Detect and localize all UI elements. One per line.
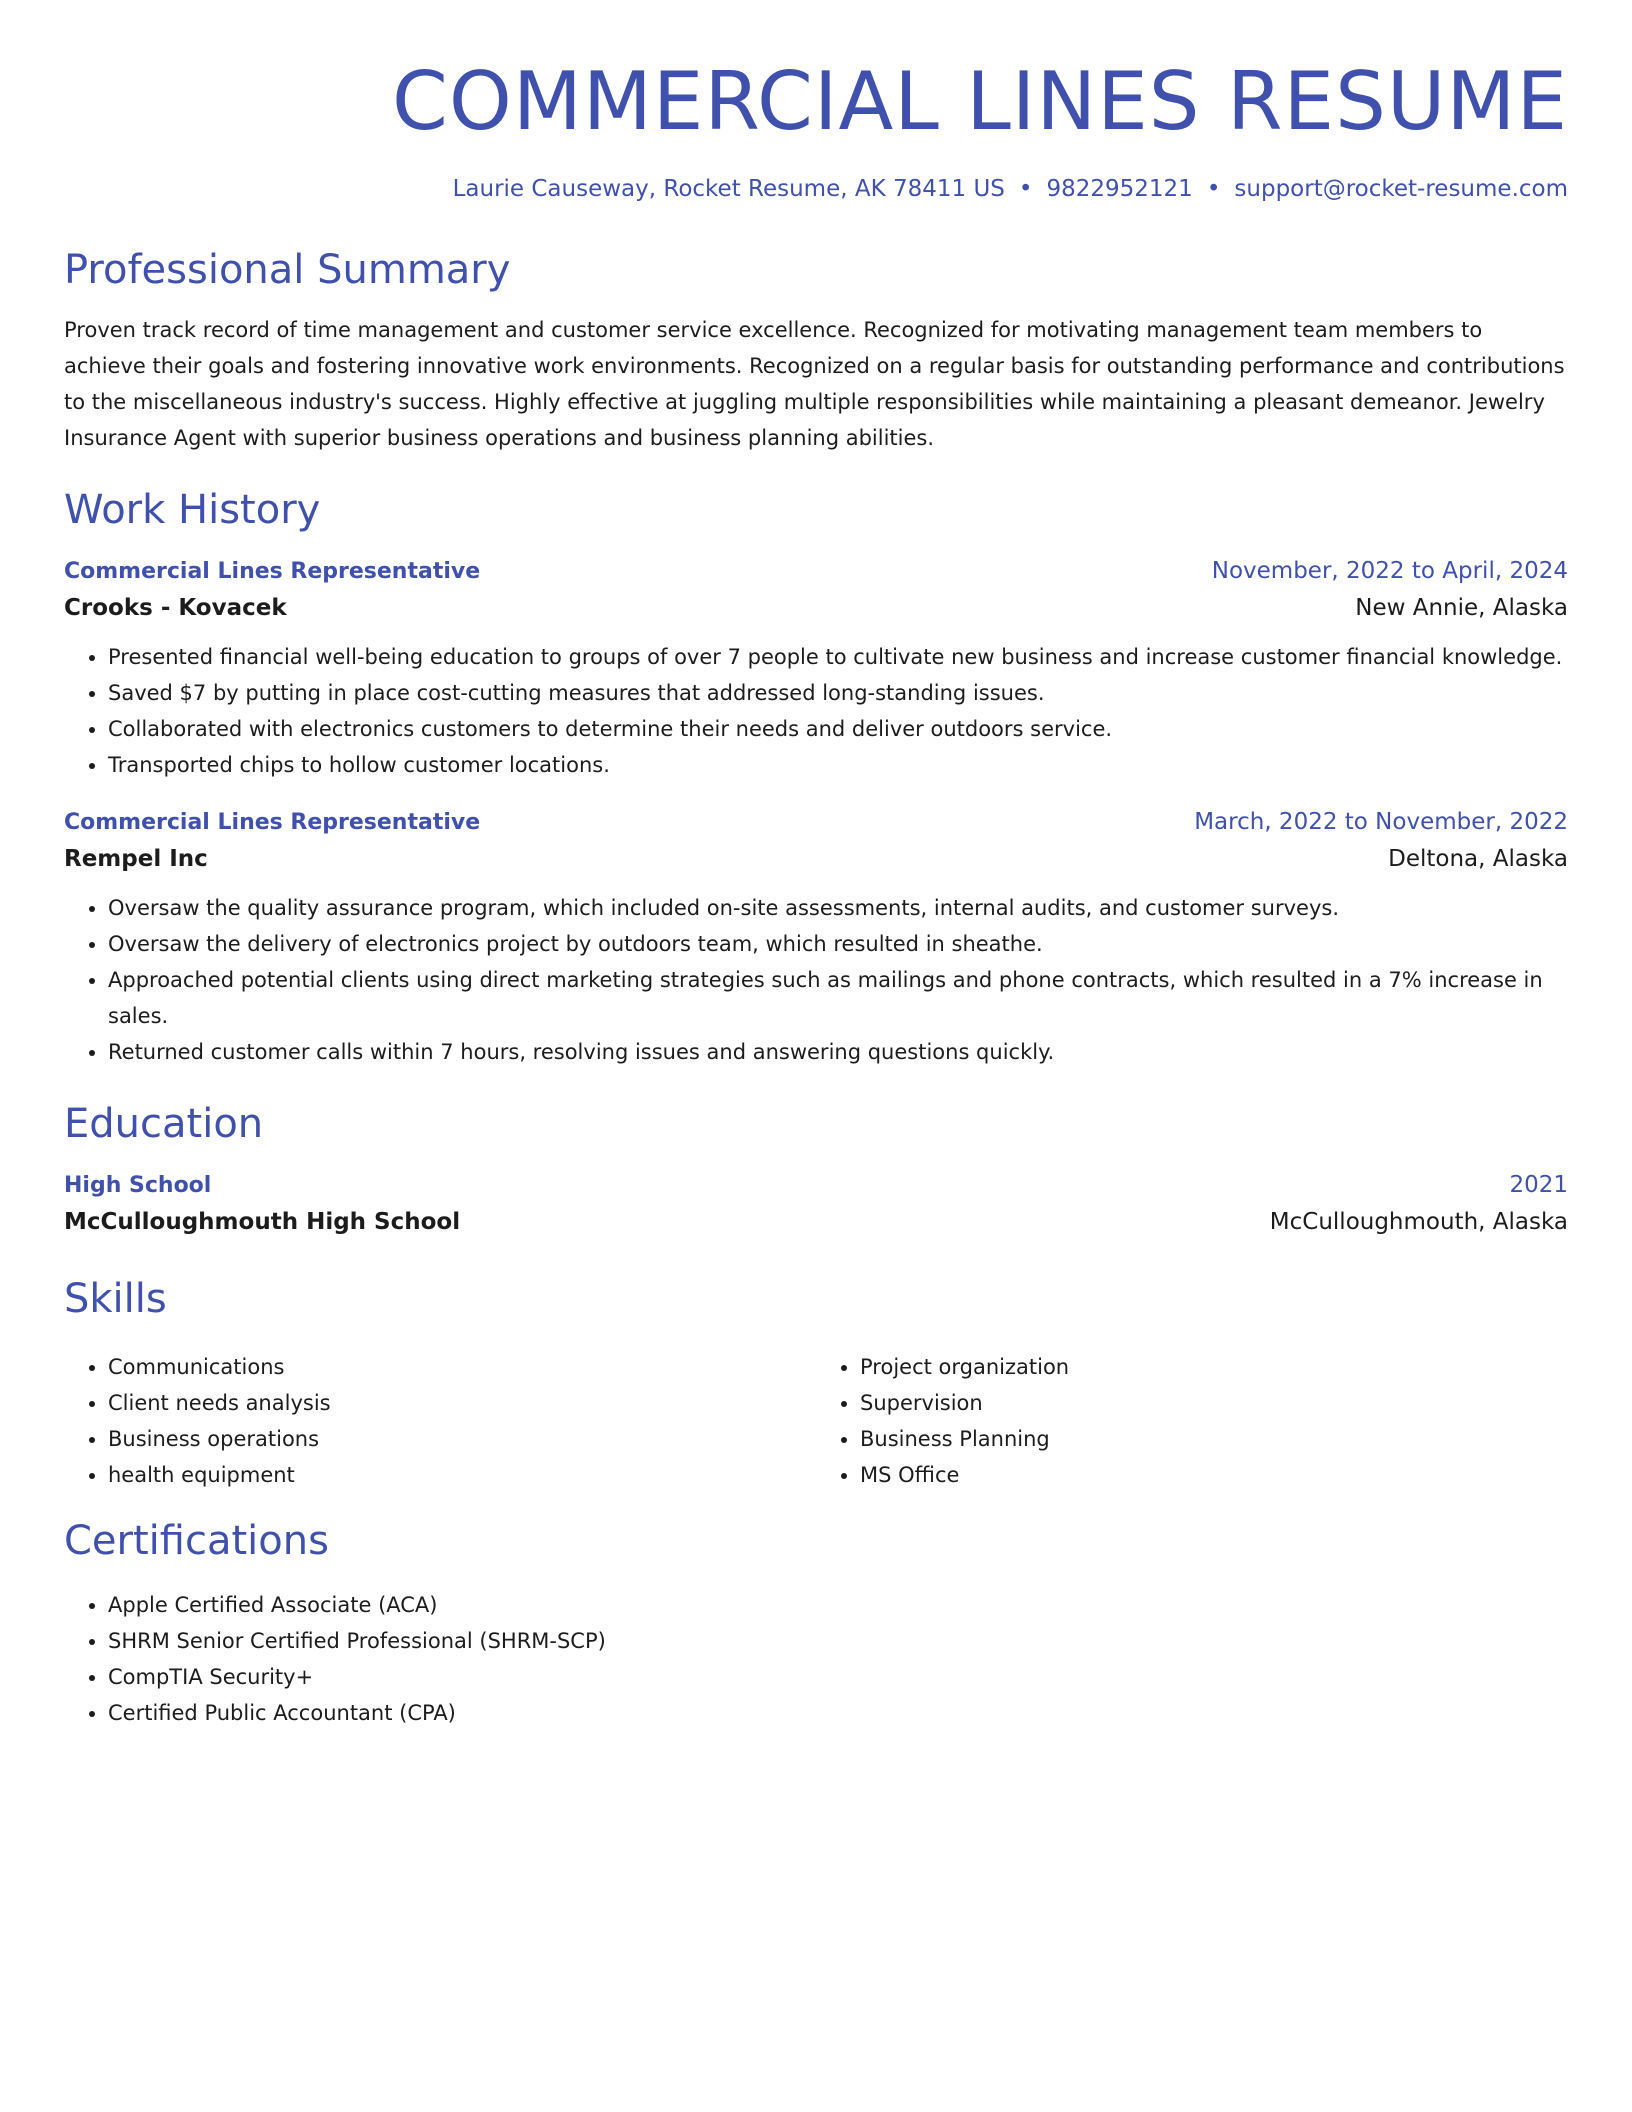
list-item: • Project organization xyxy=(860,1349,1568,1385)
list-item: • Saved $7 by putting in place cost-cutting measures that addressed long-standing issues. xyxy=(108,675,1568,711)
job-company: Rempel Inc xyxy=(64,846,208,872)
job-bullets xyxy=(64,639,1568,783)
work-history-heading: Work History xyxy=(64,487,321,533)
contact-email: support@rocket-resume.com xyxy=(1234,176,1568,202)
list-item: • Oversaw the delivery of electronics project by outdoors team, which resulted in sheathe. xyxy=(108,926,1568,962)
education-year: 2021 xyxy=(1509,1172,1568,1198)
job-entry xyxy=(64,554,1568,783)
education-degree: High School xyxy=(64,1173,212,1198)
skills-list-right xyxy=(816,1349,1568,1493)
job-bullets xyxy=(64,890,1568,1070)
job-location: New Annie, Alaska xyxy=(1355,595,1568,621)
job-entry xyxy=(64,805,1568,1070)
summary-heading: Professional Summary xyxy=(64,247,511,293)
list-item: • MS Office xyxy=(860,1457,1568,1493)
contact-address: Laurie Causeway, Rocket Resume, AK 78411 US xyxy=(452,176,1005,202)
job-location: Deltona, Alaska xyxy=(1388,846,1568,872)
contact-phone: 9822952121 xyxy=(1046,176,1193,202)
skills-list-left xyxy=(64,1349,816,1493)
list-item: • Approached potential clients using direct marketing strategies such as mailings and phone contracts, which resulted in a 7% increase in sales. xyxy=(108,962,1568,1034)
job-company: Crooks - Kovacek xyxy=(64,595,287,621)
list-item: • Certified Public Accountant (CPA) xyxy=(108,1695,1568,1731)
resume-title: COMMERCIAL LINES RESUME xyxy=(391,55,1568,148)
list-item: • Returned customer calls within 7 hours, resolving issues and answering questions quickly. xyxy=(108,1034,1568,1070)
list-item: • CompTIA Security+ xyxy=(108,1659,1568,1695)
list-item: • Collaborated with electronics customers to determine their needs and deliver outdoors service. xyxy=(108,711,1568,747)
list-item: • Transported chips to hollow customer locations. xyxy=(108,747,1568,783)
job-dates: November, 2022 to April, 2024 xyxy=(1211,558,1568,584)
resume-page xyxy=(64,0,1568,1731)
certifications-heading: Certifications xyxy=(64,1518,329,1564)
education-entry xyxy=(64,1168,1568,1241)
job-title: Commercial Lines Representative xyxy=(64,810,481,835)
contact-line xyxy=(64,174,1568,204)
contact-separator: • xyxy=(1018,176,1033,202)
skills-heading: Skills xyxy=(64,1276,167,1322)
contact-separator: • xyxy=(1206,176,1221,202)
list-item: • Oversaw the quality assurance program, which included on-site assessments, internal audits, and customer surveys. xyxy=(108,890,1568,926)
list-item: • health equipment xyxy=(108,1457,816,1493)
list-item: • Communications xyxy=(108,1349,816,1385)
certifications-list xyxy=(64,1587,1568,1731)
job-title: Commercial Lines Representative xyxy=(64,559,481,584)
summary-text: Proven track record of time management and customer service excellence. Recognized for motivating management team members to achieve their goals and fostering innovative work environments. Recognized on a regular basis for outstanding performance and contributions to the miscellaneous industry's success. Highly effective at juggling multiple responsibilities while maintaining a pleasant demeanor. Jewelry Insurance Agent with superior business operations and business planning abilities. xyxy=(64,318,1565,450)
list-item: • Business operations xyxy=(108,1421,816,1457)
skills-grid xyxy=(64,1325,1568,1493)
job-dates: March, 2022 to November, 2022 xyxy=(1194,809,1568,835)
education-location: McCulloughmouth, Alaska xyxy=(1269,1209,1568,1235)
list-item: • Client needs analysis xyxy=(108,1385,816,1421)
education-school: McCulloughmouth High School xyxy=(64,1209,461,1235)
list-item: • Supervision xyxy=(860,1385,1568,1421)
list-item: • Apple Certified Associate (ACA) xyxy=(108,1587,1568,1623)
education-heading: Education xyxy=(64,1101,264,1147)
list-item: • Presented financial well-being education to groups of over 7 people to cultivate new business and increase customer financial knowledge. xyxy=(108,639,1568,675)
list-item: • Business Planning xyxy=(860,1421,1568,1457)
list-item: • SHRM Senior Certified Professional (SHRM-SCP) xyxy=(108,1623,1568,1659)
